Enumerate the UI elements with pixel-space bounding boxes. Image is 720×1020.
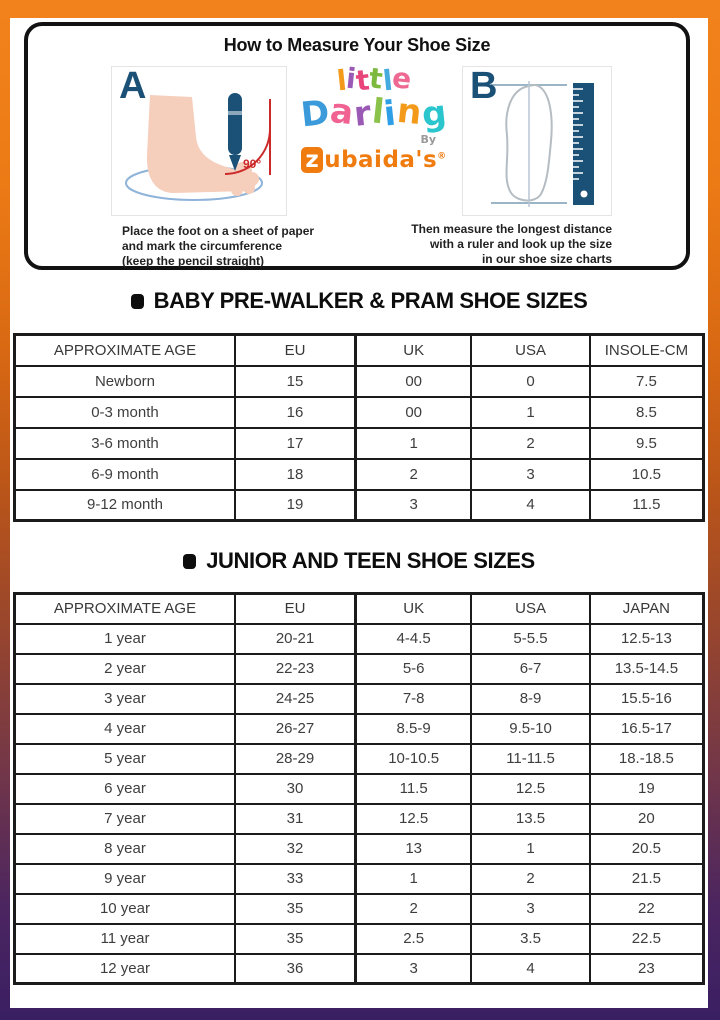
age-cell: 7 year bbox=[15, 804, 235, 834]
size-cell: 00 bbox=[356, 397, 472, 428]
age-cell: 2 year bbox=[15, 654, 235, 684]
size-cell: 22.5 bbox=[590, 924, 704, 954]
logo-letter: r bbox=[351, 93, 374, 135]
column-header: INSOLE-CM bbox=[590, 335, 704, 366]
column-header: USA bbox=[471, 594, 590, 624]
baby-sizes-section-title bbox=[10, 288, 708, 314]
size-cell: 24-25 bbox=[235, 684, 356, 714]
table-row bbox=[15, 366, 704, 397]
size-cell: 8.5-9 bbox=[356, 714, 472, 744]
age-cell: 9 year bbox=[15, 864, 235, 894]
brand-logo bbox=[290, 61, 458, 173]
table-row bbox=[15, 459, 704, 490]
logo-letter: i bbox=[382, 93, 399, 135]
logo-letter: a bbox=[327, 90, 356, 134]
size-cell: 23 bbox=[590, 954, 704, 984]
size-cell: 8.5 bbox=[590, 397, 704, 428]
logo-letter: l bbox=[334, 63, 348, 98]
age-cell: 5 year bbox=[15, 744, 235, 774]
pencil-icon bbox=[228, 93, 242, 171]
step-b-caption bbox=[382, 222, 612, 267]
table-row bbox=[15, 924, 704, 954]
column-header: EU bbox=[235, 335, 356, 366]
age-cell: 0-3 month bbox=[15, 397, 235, 428]
age-cell: 12 year bbox=[15, 954, 235, 984]
age-cell: Newborn bbox=[15, 366, 235, 397]
size-cell: 20 bbox=[590, 804, 704, 834]
size-cell: 2.5 bbox=[356, 924, 472, 954]
size-cell: 5-5.5 bbox=[471, 624, 590, 654]
size-cell: 35 bbox=[235, 924, 356, 954]
age-cell: 6 year bbox=[15, 774, 235, 804]
age-cell: 11 year bbox=[15, 924, 235, 954]
size-cell: 0 bbox=[471, 366, 590, 397]
size-cell: 3.5 bbox=[471, 924, 590, 954]
age-cell: 3 year bbox=[15, 684, 235, 714]
size-cell: 4 bbox=[471, 954, 590, 984]
measure-instructions-card bbox=[24, 22, 690, 270]
size-cell: 35 bbox=[235, 894, 356, 924]
caption-line: and mark the circumference bbox=[122, 239, 283, 253]
table-row bbox=[15, 397, 704, 428]
table-row bbox=[15, 864, 704, 894]
size-cell: 12.5 bbox=[471, 774, 590, 804]
size-cell: 19 bbox=[235, 490, 356, 521]
size-cell: 5-6 bbox=[356, 654, 472, 684]
size-cell: 2 bbox=[356, 894, 472, 924]
baby-sizes-table bbox=[13, 333, 705, 522]
section-bullet-icon bbox=[183, 554, 196, 569]
table-row bbox=[15, 954, 704, 984]
section-title-text: JUNIOR AND TEEN SHOE SIZES bbox=[206, 548, 535, 573]
size-cell: 15 bbox=[235, 366, 356, 397]
logo-letter: l bbox=[380, 63, 394, 98]
age-cell: 10 year bbox=[15, 894, 235, 924]
size-cell: 13 bbox=[356, 834, 472, 864]
column-header: APPROXIMATE AGE bbox=[15, 335, 235, 366]
column-header: USA bbox=[471, 335, 590, 366]
size-cell: 11.5 bbox=[356, 774, 472, 804]
size-cell: 26-27 bbox=[235, 714, 356, 744]
size-cell: 2 bbox=[356, 459, 472, 490]
table-row bbox=[15, 744, 704, 774]
caption-line: Place the foot on a sheet of paper bbox=[122, 224, 315, 238]
step-b-label: B bbox=[470, 65, 498, 107]
brand-z-badge: z bbox=[301, 147, 323, 173]
step-a-label: A bbox=[119, 65, 147, 107]
header-row bbox=[15, 594, 704, 624]
junior-sizes-table bbox=[13, 592, 705, 985]
logo-by-text: By bbox=[420, 133, 436, 146]
size-cell: 12.5 bbox=[356, 804, 472, 834]
age-cell: 6-9 month bbox=[15, 459, 235, 490]
logo-letter: e bbox=[390, 61, 414, 96]
logo-letter: n bbox=[395, 90, 425, 134]
section-bullet-icon bbox=[131, 294, 144, 309]
content-card bbox=[10, 18, 708, 1008]
junior-sizes-section-title bbox=[10, 548, 708, 574]
size-cell: 16 bbox=[235, 397, 356, 428]
size-cell: 1 bbox=[356, 428, 472, 459]
size-cell: 1 bbox=[356, 864, 472, 894]
size-cell: 28-29 bbox=[235, 744, 356, 774]
logo-letter: i bbox=[344, 61, 358, 96]
size-cell: 1 bbox=[471, 397, 590, 428]
size-cell: 13.5 bbox=[471, 804, 590, 834]
column-header: EU bbox=[235, 594, 356, 624]
age-cell: 3-6 month bbox=[15, 428, 235, 459]
size-cell: 00 bbox=[356, 366, 472, 397]
column-header: UK bbox=[356, 335, 472, 366]
size-cell: 3 bbox=[471, 459, 590, 490]
logo-word-darling bbox=[290, 90, 458, 136]
caption-line: (keep the pencil straight) bbox=[122, 254, 265, 268]
table-row bbox=[15, 714, 704, 744]
size-cell: 19 bbox=[590, 774, 704, 804]
size-cell: 32 bbox=[235, 834, 356, 864]
size-cell: 30 bbox=[235, 774, 356, 804]
size-cell: 33 bbox=[235, 864, 356, 894]
table-row bbox=[15, 774, 704, 804]
table-row bbox=[15, 624, 704, 654]
age-cell: 1 year bbox=[15, 624, 235, 654]
size-cell: 9.5-10 bbox=[471, 714, 590, 744]
step-a-caption bbox=[122, 224, 342, 269]
size-cell: 9.5 bbox=[590, 428, 704, 459]
brand-rest-text: ubaida's bbox=[324, 147, 438, 173]
size-cell: 11.5 bbox=[590, 490, 704, 521]
column-header: APPROXIMATE AGE bbox=[15, 594, 235, 624]
angle-label: 90° bbox=[243, 157, 262, 171]
size-cell: 6-7 bbox=[471, 654, 590, 684]
age-cell: 8 year bbox=[15, 834, 235, 864]
size-cell: 1 bbox=[471, 834, 590, 864]
size-cell: 15.5-16 bbox=[590, 684, 704, 714]
size-cell: 36 bbox=[235, 954, 356, 984]
table-row bbox=[15, 490, 704, 521]
size-cell: 3 bbox=[356, 490, 472, 521]
measure-title: How to Measure Your Shoe Size bbox=[223, 35, 491, 55]
section-title-text: BABY PRE-WALKER & PRAM SHOE SIZES bbox=[153, 288, 588, 313]
size-cell: 17 bbox=[235, 428, 356, 459]
size-cell: 7.5 bbox=[590, 366, 704, 397]
foot-icon bbox=[147, 95, 262, 196]
table-row bbox=[15, 834, 704, 864]
logo-letter: t bbox=[354, 63, 371, 98]
table-row bbox=[15, 894, 704, 924]
age-cell: 9-12 month bbox=[15, 490, 235, 521]
size-cell: 7-8 bbox=[356, 684, 472, 714]
step-a-panel bbox=[111, 66, 287, 216]
logo-letter: t bbox=[367, 61, 385, 96]
size-cell: 10-10.5 bbox=[356, 744, 472, 774]
table-row bbox=[15, 804, 704, 834]
registered-mark: ® bbox=[437, 151, 447, 162]
table-row bbox=[15, 684, 704, 714]
table-row bbox=[15, 428, 704, 459]
size-cell: 18 bbox=[235, 459, 356, 490]
caption-line: in our shoe size charts bbox=[481, 252, 612, 266]
size-cell: 3 bbox=[356, 954, 472, 984]
caption-line: with a ruler and look up the size bbox=[429, 237, 612, 251]
size-cell: 10.5 bbox=[590, 459, 704, 490]
size-cell: 4-4.5 bbox=[356, 624, 472, 654]
size-cell: 3 bbox=[471, 894, 590, 924]
header-row bbox=[15, 335, 704, 366]
logo-letter: l bbox=[369, 91, 387, 133]
size-cell: 4 bbox=[471, 490, 590, 521]
size-cell: 22 bbox=[590, 894, 704, 924]
column-header: UK bbox=[356, 594, 472, 624]
size-cell: 22-23 bbox=[235, 654, 356, 684]
size-cell: 20.5 bbox=[590, 834, 704, 864]
size-cell: 31 bbox=[235, 804, 356, 834]
size-cell: 18.-18.5 bbox=[590, 744, 704, 774]
age-cell: 4 year bbox=[15, 714, 235, 744]
caption-line: Then measure the longest distance bbox=[411, 222, 612, 236]
size-cell: 21.5 bbox=[590, 864, 704, 894]
brand-name bbox=[290, 147, 458, 173]
size-cell: 8-9 bbox=[471, 684, 590, 714]
size-cell: 12.5-13 bbox=[590, 624, 704, 654]
column-header: JAPAN bbox=[590, 594, 704, 624]
logo-letter: D bbox=[298, 92, 332, 136]
size-cell: 11-11.5 bbox=[471, 744, 590, 774]
ruler-icon bbox=[573, 83, 594, 205]
size-cell: 2 bbox=[471, 428, 590, 459]
logo-letter: g bbox=[420, 92, 450, 136]
table-row bbox=[15, 654, 704, 684]
size-cell: 2 bbox=[471, 864, 590, 894]
size-cell: 16.5-17 bbox=[590, 714, 704, 744]
size-cell: 20-21 bbox=[235, 624, 356, 654]
step-b-panel bbox=[462, 66, 612, 216]
size-cell: 13.5-14.5 bbox=[590, 654, 704, 684]
